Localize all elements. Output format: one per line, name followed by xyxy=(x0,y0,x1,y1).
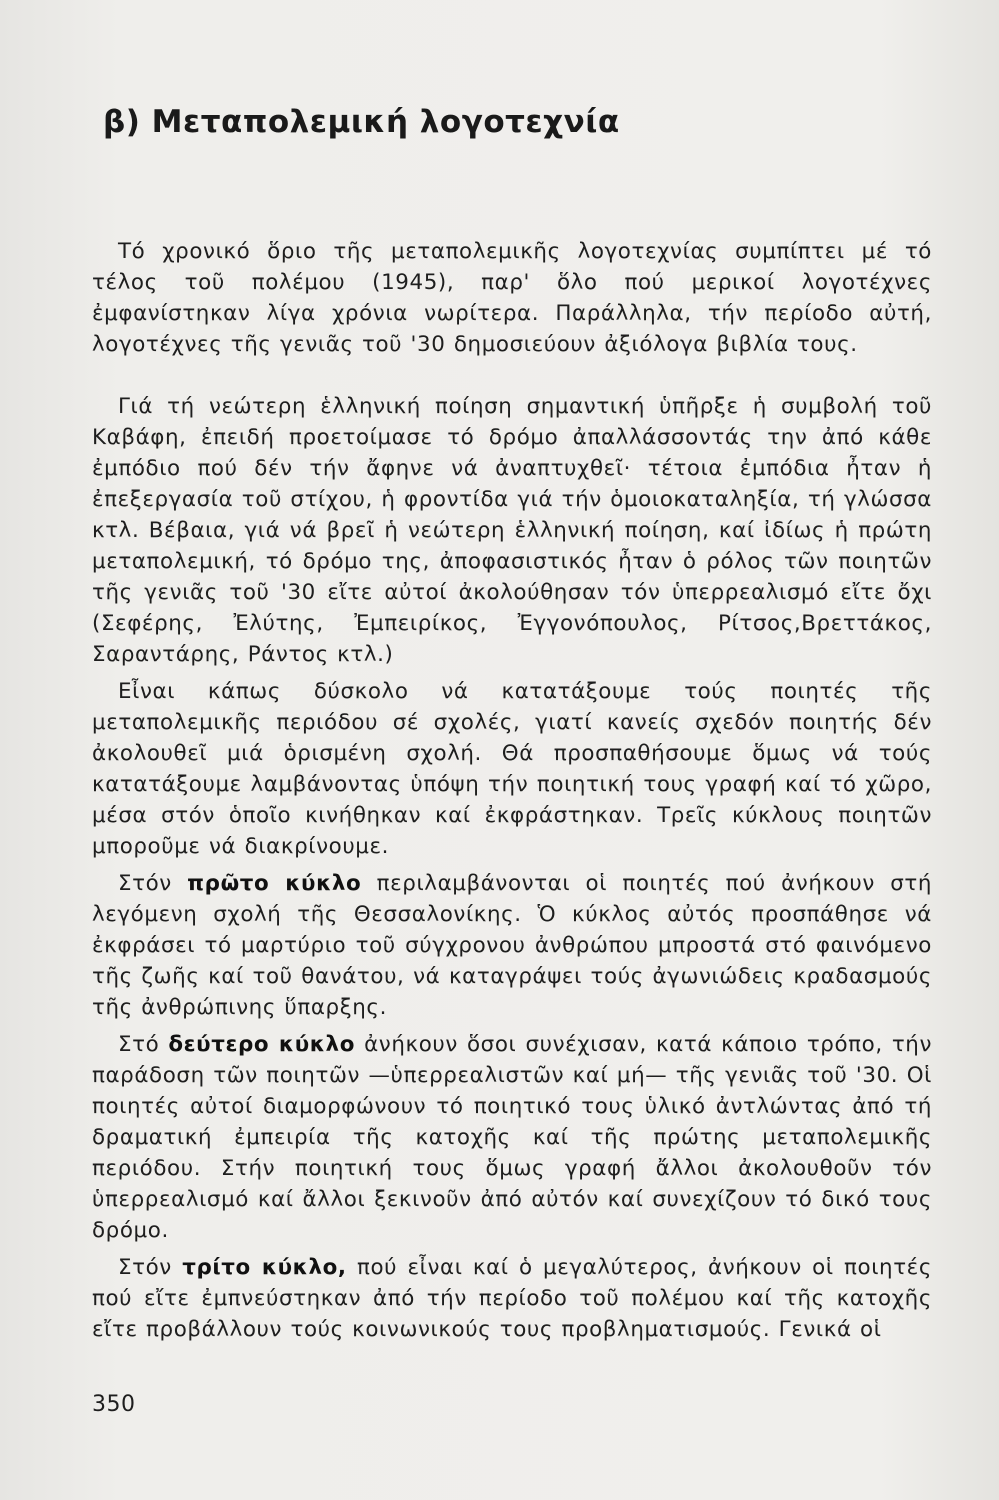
paragraph-5-rest: ἀνήκουν ὅσοι συνέχισαν, κατά κάποιο τρόπο, τήν παράδοση τῶν ποιητῶν —ὑπερρεαλιστῶν καί μή— τῆς γενιᾶς τοῦ '30. Οἱ ποιητές αὐτοί διαμορφώνουν τό ποιητικό τους ὑλικό ἀντλώντας ἀπό τή δραματική ἐμπειρία τῆς κατοχῆς καί τῆς πρώτης μεταπολεμικῆς περιόδου. Στήν ποιητική τους ὅμως γραφή ἄλλοι ἀκολουθοῦν τόν ὑπερρεαλισμό καί ἄλλοι ξεκινοῦν ἀπό αὐτόν καί συνεχίζουν τό δικό τους δρόμο. xyxy=(92,1032,932,1243)
paragraph-5 xyxy=(92,1029,932,1246)
paragraph-4-lead: Στόν xyxy=(118,871,188,896)
paragraph-1: Τό χρονικό ὅριο τῆς μεταπολεμικῆς λογοτεχνίας συμπίπτει μέ τό τέλος τοῦ πολέμου (1945), παρ' ὅλο πού μερικοί λογοτέχνες ἐμφανίστηκαν λίγα χρόνια νωρίτερα. Παράλληλα, τήν περίοδο αὐτή, λογοτέχνες τῆς γενιᾶς τοῦ '30 δημοσιεύουν ἀξιόλογα βιβλία τους. xyxy=(92,239,932,357)
paragraph-6-lead: Στόν xyxy=(118,1255,183,1280)
paragraph-6-rest: πού εἶναι καί ὁ μεγαλύτερος, ἀνήκουν οἱ ποιητές πού εἴτε ἐμπνεύστηκαν ἀπό τήν περίοδο τοῦ πολέμου καί τῆς κατοχῆς εἴτε προβάλλουν τούς κοινωνικούς τους προβληματισμούς. Γενικά οἱ xyxy=(92,1255,932,1342)
paragraph-6 xyxy=(92,1252,932,1345)
paragraph-4 xyxy=(92,868,932,1023)
paragraph-5-lead: Στό xyxy=(118,1032,169,1057)
third-circle-term: τρίτο κύκλο, xyxy=(182,1255,347,1280)
paragraph-2: Γιά τή νεώτερη ἑλληνική ποίηση σημαντική ὑπῆρξε ἡ συμβολή τοῦ Καβάφη, ἐπειδή προετοίμασε τό δρόμο ἀπαλλάσσοντάς την ἀπό κάθε ἐμπόδιο πού δέν τήν ἄφηνε νά ἀναπτυχθεῖ· τέτοια ἐμπόδια ἦταν ἡ ἐπεξεργασία τοῦ στίχου, ἡ φροντίδα γιά τήν ὁμοιοκαταληξία, τή γλώσσα κτλ. Βέβαια, γιά νά βρεῖ ἡ νεώτερη ἑλληνική ποίηση, καί ἰδίως ἡ πρώτη μεταπολεμική, τό δρόμο της, ἀποφασιστικός ἦταν ὁ ρόλος τῶν ποιητῶν τῆς γενιᾶς τοῦ '30 εἴτε αὐτοί ἀκολούθησαν τόν ὑπερρεαλισμό εἴτε ὄχι (Σεφέρης, Ἐλύτης, Ἐμπειρίκος, Ἐγγονόπουλος, Ρίτσος,Βρεττάκος, Σαραντάρης, Ράντος κτλ.) xyxy=(92,394,932,667)
paragraph-3: Εἶναι κάπως δύσκολο νά κατατάξουμε τούς ποιητές τῆς μεταπολεμικῆς περιόδου σέ σχολές, γιατί κανείς σχεδόν ποιητής δέν ἀκολουθεῖ μιά ὁρισμένη σχολή. Θά προσπαθήσουμε ὅμως νά τούς κατατάξουμε λαμβάνοντας ὑπόψη τήν ποιητική τους γραφή καί τό χῶρο, μέσα στόν ὁποῖο κινήθηκαν καί ἐκφράστηκαν. Τρεῖς κύκλους ποιητῶν μποροῦμε νά διακρίνουμε. xyxy=(92,679,932,859)
section-heading: β) Μεταπολεμική λογοτεχνία xyxy=(103,104,620,140)
paragraph-4-rest: περιλαμβάνονται οἱ ποιητές πού ἀνήκουν στή λεγόμενη σχολή τῆς Θεσσαλονίκης. Ὁ κύκλος αὐτός προσπάθησε νά ἐκφράσει τό μαρτύριο τοῦ σύγχρονου ἀνθρώπου μπροστά στό φαινόμενο τῆς ζωῆς καί τοῦ θανάτου, νά καταγράψει τούς ἀγωνιώδεις κραδασμούς τῆς ἀνθρώπινης ὕπαρξης. xyxy=(92,871,932,1020)
page-number: 350 xyxy=(92,1392,136,1417)
body-text xyxy=(92,236,932,1345)
first-circle-term: πρῶτο κύκλο xyxy=(187,871,362,896)
second-circle-term: δεύτερο κύκλο xyxy=(168,1032,355,1057)
